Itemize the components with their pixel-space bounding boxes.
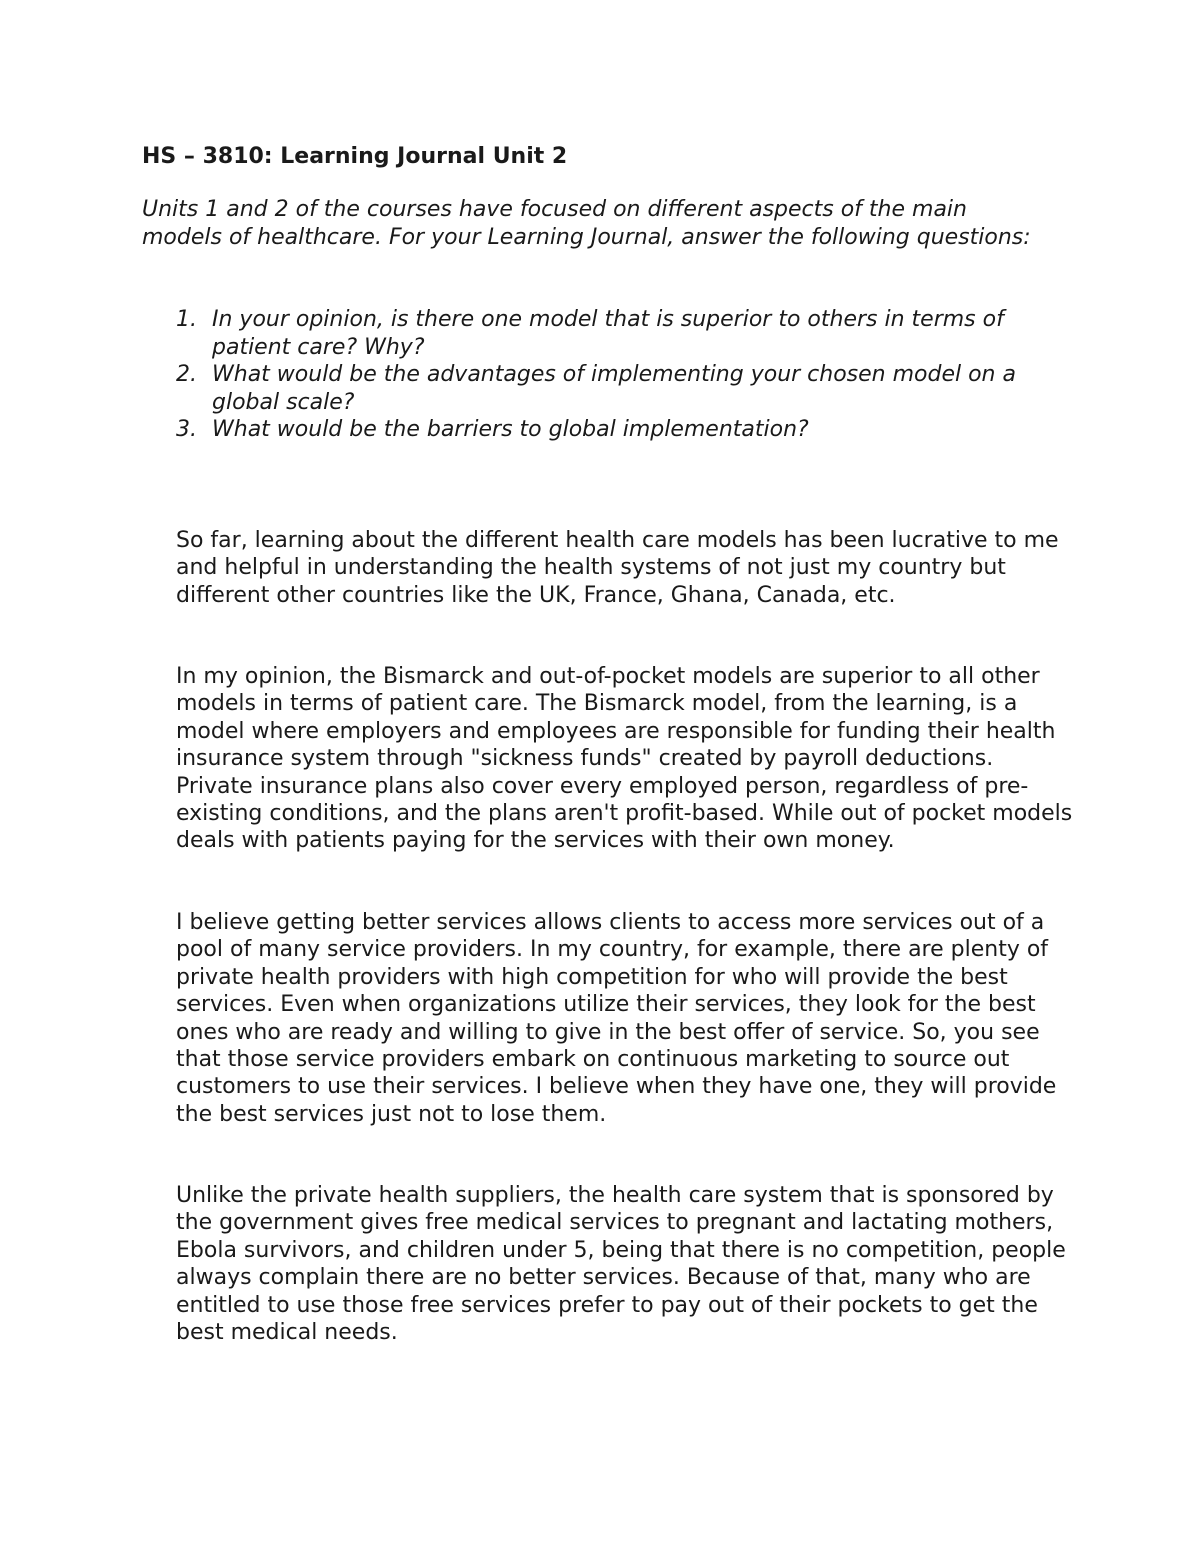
question-text: In your opinion, is there one model that is superior to others in terms of patient care? Why? <box>212 307 1004 360</box>
question-number: 3. <box>176 417 197 442</box>
question-list <box>142 306 1062 444</box>
question-number: 2. <box>176 362 197 387</box>
list-item <box>142 361 1062 416</box>
answer-paragraph: I believe getting better services allows clients to access more services out of a pool of many service providers. In my country, for example, there are plenty of private health providers with high competition for who will provide the best services. Even when organizations utilize their services, they look for the best ones who are ready and willing to give in the best offer of service. So, you see that those service providers embark on continuous marketing to source out customers to use their services. I believe when they have one, they will provide the best services just not to lose them. <box>176 910 1057 1127</box>
question-text: What would be the advantages of implementing your chosen model on a global scale? <box>212 362 1016 415</box>
assignment-intro: Units 1 and 2 of the courses have focused on different aspects of the main models of healthcare. For your Learning Journal, answer the following questions: <box>142 197 1031 250</box>
list-item <box>142 416 1062 444</box>
question-number: 1. <box>176 307 197 332</box>
answer-paragraph: In my opinion, the Bismarck and out-of-pocket models are superior to all other models in terms of patient care. The Bismarck model, from the learning, is a model where employers and employees are responsible for funding their health insurance system through "sickness funds" created by payroll deductions. Private insurance plans also cover every employed person, regardless of pre-existing conditions, and the plans aren't profit-based. While out of pocket models deals with patients paying for the services with their own money. <box>176 664 1073 854</box>
answer-paragraph: Unlike the private health suppliers, the health care system that is sponsored by the government gives free medical services to pregnant and lactating mothers, Ebola survivors, and children under 5, being that there is no competition, people always complain there are no better services. Because of that, many who are entitled to use those free services prefer to pay out of their pockets to get the best medical needs. <box>176 1183 1066 1346</box>
answer-paragraph: So far, learning about the different health care models has been lucrative to me and helpful in understanding the health systems of not just my country but different other countries like the UK, France, Ghana, Canada, etc. <box>176 528 1059 608</box>
list-item <box>142 306 1062 361</box>
question-text: What would be the barriers to global implementation? <box>212 417 809 442</box>
page-title: HS – 3810: Learning Journal Unit 2 <box>142 144 568 169</box>
